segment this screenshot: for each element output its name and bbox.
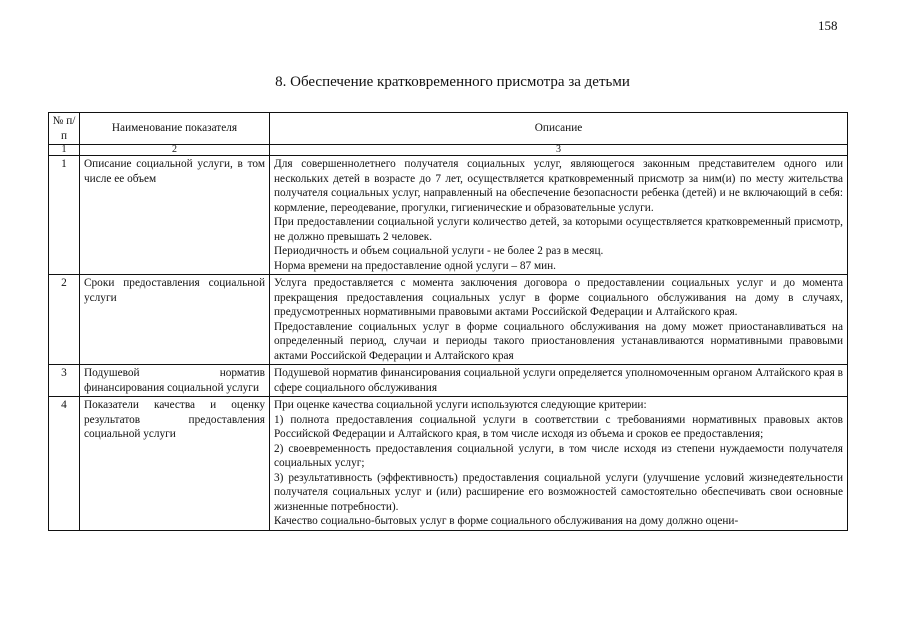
indicator-description: [270, 397, 848, 531]
header-number: № п/п: [49, 113, 80, 145]
services-table: [48, 112, 848, 531]
indicator-description: [270, 156, 848, 275]
description-paragraph: Периодичность и объем социальной услуги - не более 2 раз в месяц.: [274, 245, 604, 257]
column-number: 1: [49, 145, 80, 156]
column-numbers-row: [49, 145, 848, 156]
indicator-description: [270, 365, 848, 397]
indicator-name: Подушевой норматив финансирования социальной услуги: [80, 365, 270, 397]
table-row: [49, 156, 848, 275]
indicator-name: Сроки предоставления социальной услуги: [80, 275, 270, 365]
section-title: 8. Обеспечение кратковременного присмотра за детьми: [275, 74, 630, 90]
table-header-row: [49, 113, 848, 145]
description-paragraph: Услуга предоставляется с момента заключения договора о предоставлении социальных услуг и до момента прекращения предоставления социальных услуг в форме социального обслуживания на дому в случаях, предусмотренных нормативными правовыми актами Российской Федерации и Алтайского края.: [274, 277, 843, 318]
description-paragraph: 3) результативность (эффективность) предоставления социальной услуги (улучшение условий жизнедеятельности получателя социальных услуг и (или) расширение его возможностей самостоятельно обеспечивать свои основные жизненные потребности).: [274, 471, 843, 513]
header-indicator-name: Наименование показателя: [80, 113, 270, 145]
page-number: 158: [818, 18, 838, 33]
table-row: [49, 397, 848, 531]
description-paragraph: При оценке качества социальной услуги используются следующие критерии:: [274, 399, 647, 411]
description-paragraph: Подушевой норматив финансирования социальной услуги определяется уполномоченным органом Алтайского края в сфере социального обслуживания: [274, 367, 843, 394]
row-number: 1: [49, 156, 80, 275]
description-paragraph: При предоставлении социальной услуги количество детей, за которыми осуществляется кратковременный присмотр, не должно превышать 2 человек.: [274, 216, 843, 243]
table-row: [49, 365, 848, 397]
description-paragraph: Норма времени на предоставление одной услуги – 87 мин.: [274, 259, 557, 272]
row-number: 4: [49, 397, 80, 531]
column-number: 3: [270, 145, 848, 156]
description-paragraph: 2) своевременность предоставления социальной услуги, в том числе исходя из степени нуждаемости получателя социальных услуг;: [274, 442, 843, 469]
description-paragraph: Предоставление социальных услуг в форме социального обслуживания на дому может приостанавливаться на определенный период, случаи и периоды такого приостановления устанавливаются нормативными правовыми актами Российской Федерации и Алтайского края: [274, 320, 843, 362]
description-paragraph: Качество социально-бытовых услуг в форме социального обслуживания на дому должно оцени-: [274, 515, 739, 527]
indicator-name: Показатели качества и оценку результатов предоставления социальной услуги: [80, 397, 270, 531]
indicator-name: Описание социальной услуги, в том числе ее объем: [80, 156, 270, 275]
header-description: Описание: [270, 113, 848, 145]
column-number: 2: [80, 145, 270, 156]
description-paragraph: Для совершеннолетнего получателя социальных услуг, являющегося законным представителем одного или нескольких детей в возрасте до 7 лет, осуществляется кратковременный присмотр за ним(и) по месту жительства получателя социальных услуг, направленный на обеспечение безопасности ребенка (детей) и не включающий в себя: кормление, переодевание, прогулки, гигиенические и образовательные услуги.: [274, 158, 843, 214]
indicator-description: [270, 275, 848, 365]
row-number: 2: [49, 275, 80, 365]
row-number: 3: [49, 365, 80, 397]
description-paragraph: 1) полнота предоставления социальной услуги в соответствии с требованиями нормативных правовых актов Российской Федерации и Алтайского края, в том числе исходя из объема и сроков ее предоставления;: [274, 413, 843, 440]
table-row: [49, 275, 848, 365]
